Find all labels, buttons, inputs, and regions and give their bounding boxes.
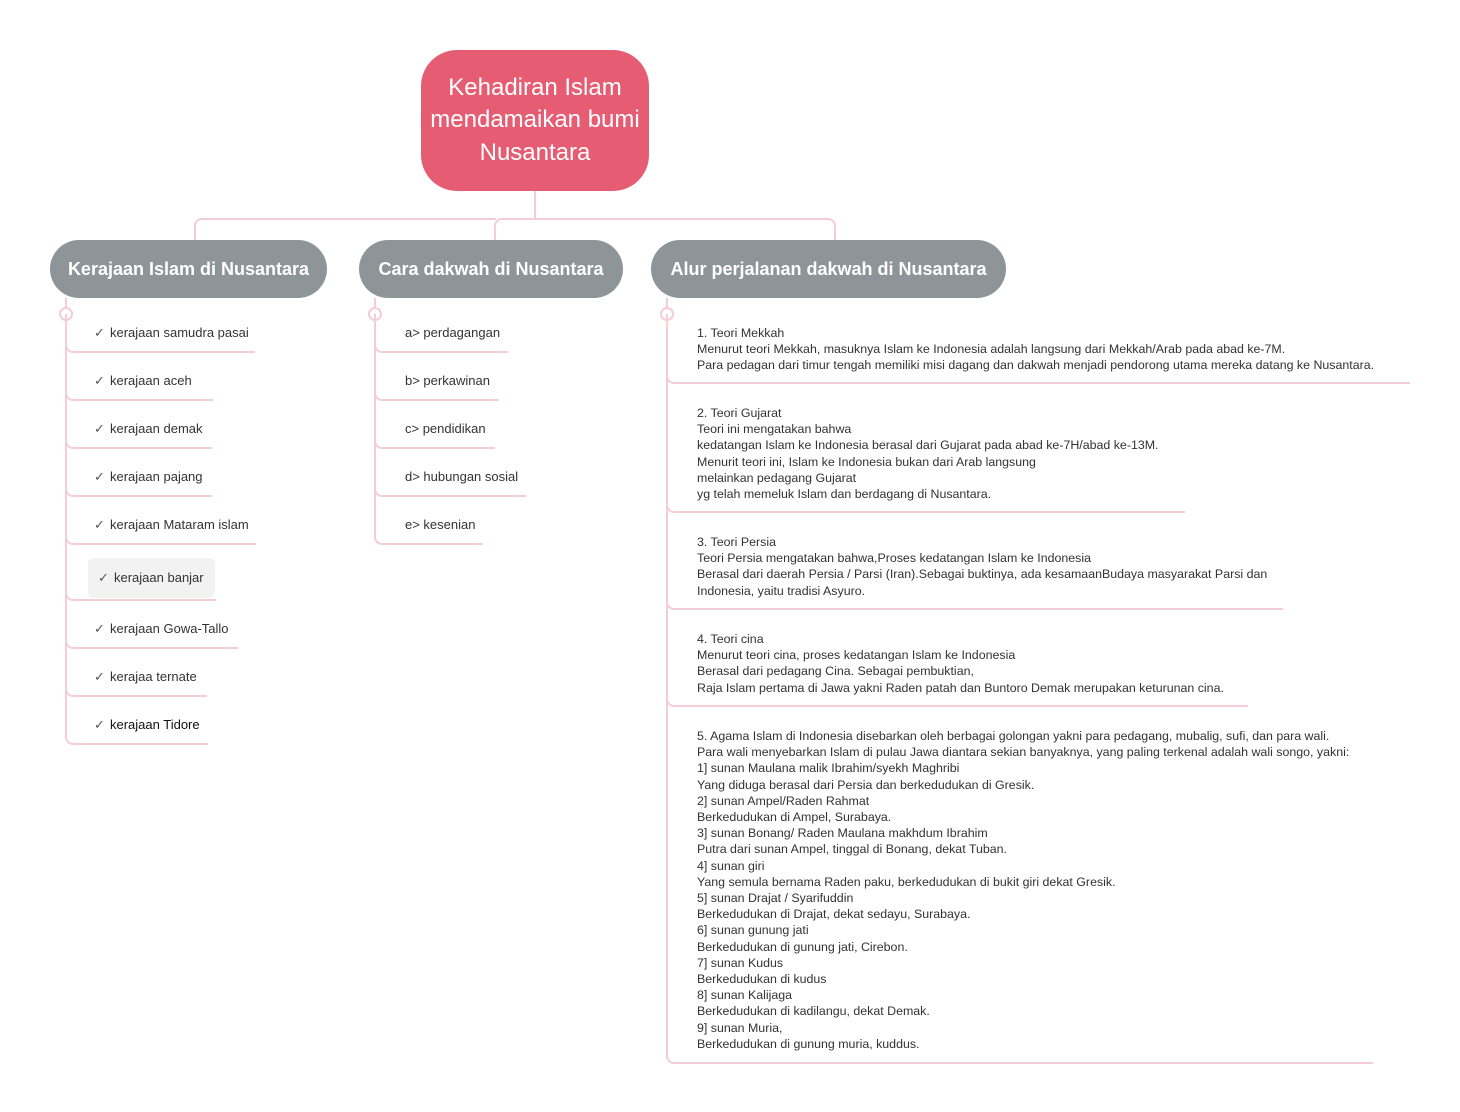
- item-label: kerajaan Gowa-Tallo: [110, 621, 229, 636]
- root-node[interactable]: [421, 50, 649, 191]
- item-label: kerajaan Tidore: [110, 717, 200, 732]
- item-label: kerajaan demak: [110, 421, 203, 436]
- list-item[interactable]: [405, 325, 500, 341]
- check-icon: ✓: [94, 717, 105, 732]
- theory-note[interactable]: 4. Teori cina Menurut teori cina, proses kedatangan Islam ke Indonesia Berasal dari pedagang Cina. Sebagai pembuktian, Raja Islam pertama di Jawa yakni Raden patah dan Buntoro Demak merupakan keturunan cina.: [697, 632, 1224, 695]
- check-icon: ✓: [94, 621, 105, 636]
- theory-note[interactable]: 2. Teori Gujarat Teori ini mengatakan bahwa kedatangan Islam ke Indonesia berasal dari Gujarat pada abad ke-7H/abad ke-13M. Menurit teori ini, Islam ke Indonesia bukan dari Arab langsung melainkan pedagang Gujarat yg telah memeluk Islam dan berdagang di Nusantara.: [697, 406, 1159, 502]
- list-item[interactable]: [94, 517, 249, 533]
- branch-title: Alur perjalanan dakwah di Nusantara: [670, 258, 987, 279]
- item-label: d> hubungan sosial: [405, 469, 519, 484]
- theory-note[interactable]: 5. Agama Islam di Indonesia disebarkan oleh berbagai golongan yakni para pedagang, mubalig, sufi, dan para wali. Para wali menyebarkan Islam di pulau Jawa diantara sekian banyaknya, yang paling terkenal adalah wali songo, yakni: 1] sunan Maulana malik Ibrahim/syekh Maghribi Yang diduga berasal dari Persia dan berkedudukan di Gresik. 2] sunan Ampel/Raden Rahmat Berkedudukan di Ampel, Surabaya. 3] sunan Bonang/ Raden Maulana makhdum Ibrahim Putra dari sunan Ampel, tinggal di Bonang, dekat Tuban. 4] sunan giri Yang semula bernama Raden paku, berkedudukan di bukit giri dekat Gresik. 5] sunan Drajat / Syarifuddin Berkedudukan di Drajat, dekat sedayu, Surabaya. 6] sunan gunung jati Berkedudukan di gunung jati, Cirebon. 7] sunan Kudus Berkedudukan di kudus 8] sunan Kalijaga Berkedudukan di kadilangu, dekat Demak. 9] sunan Muria, Berkedudukan di gunung muria, kuddus.: [697, 729, 1350, 1051]
- list-item[interactable]: [94, 621, 229, 637]
- branch-cara-dakwah[interactable]: [359, 240, 623, 298]
- list-item[interactable]: [405, 421, 486, 437]
- branch-kerajaan[interactable]: [50, 240, 327, 298]
- list-item[interactable]: [405, 373, 490, 389]
- list-item[interactable]: [94, 373, 192, 389]
- item-label: a> perdagangan: [405, 325, 501, 340]
- theory-note[interactable]: 3. Teori Persia Teori Persia mengatakan bahwa,Proses kedatangan Islam ke Indonesia Berasal dari daerah Persia / Parsi (Iran).Sebagai buktinya, ada kesamaanBudaya masyarakat Parsi dan Indonesia, yaitu tradisi Asyuro.: [697, 535, 1268, 598]
- item-label: e> kesenian: [405, 517, 476, 532]
- item-label: kerajaan aceh: [110, 373, 192, 388]
- item-label: kerajaan banjar: [114, 570, 204, 585]
- branch-connector-right: [534, 218, 836, 240]
- branch-alur-dakwah[interactable]: [651, 240, 1006, 298]
- item-label: kerajaan Mataram islam: [110, 517, 249, 532]
- list-item[interactable]: [94, 717, 200, 733]
- theory-note[interactable]: 1. Teori Mekkah Menurut teori Mekkah, masuknya Islam ke Indonesia adalah langsung dari Mekkah/Arab pada abad ke-7M. Para pedagan dari timur tengah memiliki misi dagang dan dakwah menjadi pendorong utama mereka datang ke Nusantara.: [697, 326, 1375, 373]
- root-title: Kehadiran Islam mendamaikan bumi Nusantara: [430, 73, 640, 166]
- list-item[interactable]: [405, 517, 475, 533]
- branch-title: Kerajaan Islam di Nusantara: [67, 258, 310, 279]
- branch-connector-mid: [494, 218, 536, 240]
- branch-connector-left: [194, 218, 496, 240]
- list-item[interactable]: [405, 469, 518, 485]
- list-item[interactable]: [94, 669, 197, 685]
- check-icon: ✓: [94, 373, 105, 388]
- check-icon: ✓: [98, 570, 109, 585]
- list-item[interactable]: [94, 325, 249, 341]
- check-icon: ✓: [94, 517, 105, 532]
- check-icon: ✓: [94, 325, 105, 340]
- list-item[interactable]: [88, 558, 215, 598]
- item-label: kerajaan pajang: [110, 469, 203, 484]
- branch-title: Cara dakwah di Nusantara: [378, 258, 604, 279]
- root-connector: [534, 191, 536, 218]
- check-icon: ✓: [94, 669, 105, 684]
- check-icon: ✓: [94, 421, 105, 436]
- item-label: kerajaan samudra pasai: [110, 325, 249, 340]
- item-label: c> pendidikan: [405, 421, 486, 436]
- list-item[interactable]: [94, 421, 203, 437]
- item-label: b> perkawinan: [405, 373, 490, 388]
- check-icon: ✓: [94, 469, 105, 484]
- item-label: kerajaa ternate: [110, 669, 197, 684]
- list-item[interactable]: [94, 469, 203, 485]
